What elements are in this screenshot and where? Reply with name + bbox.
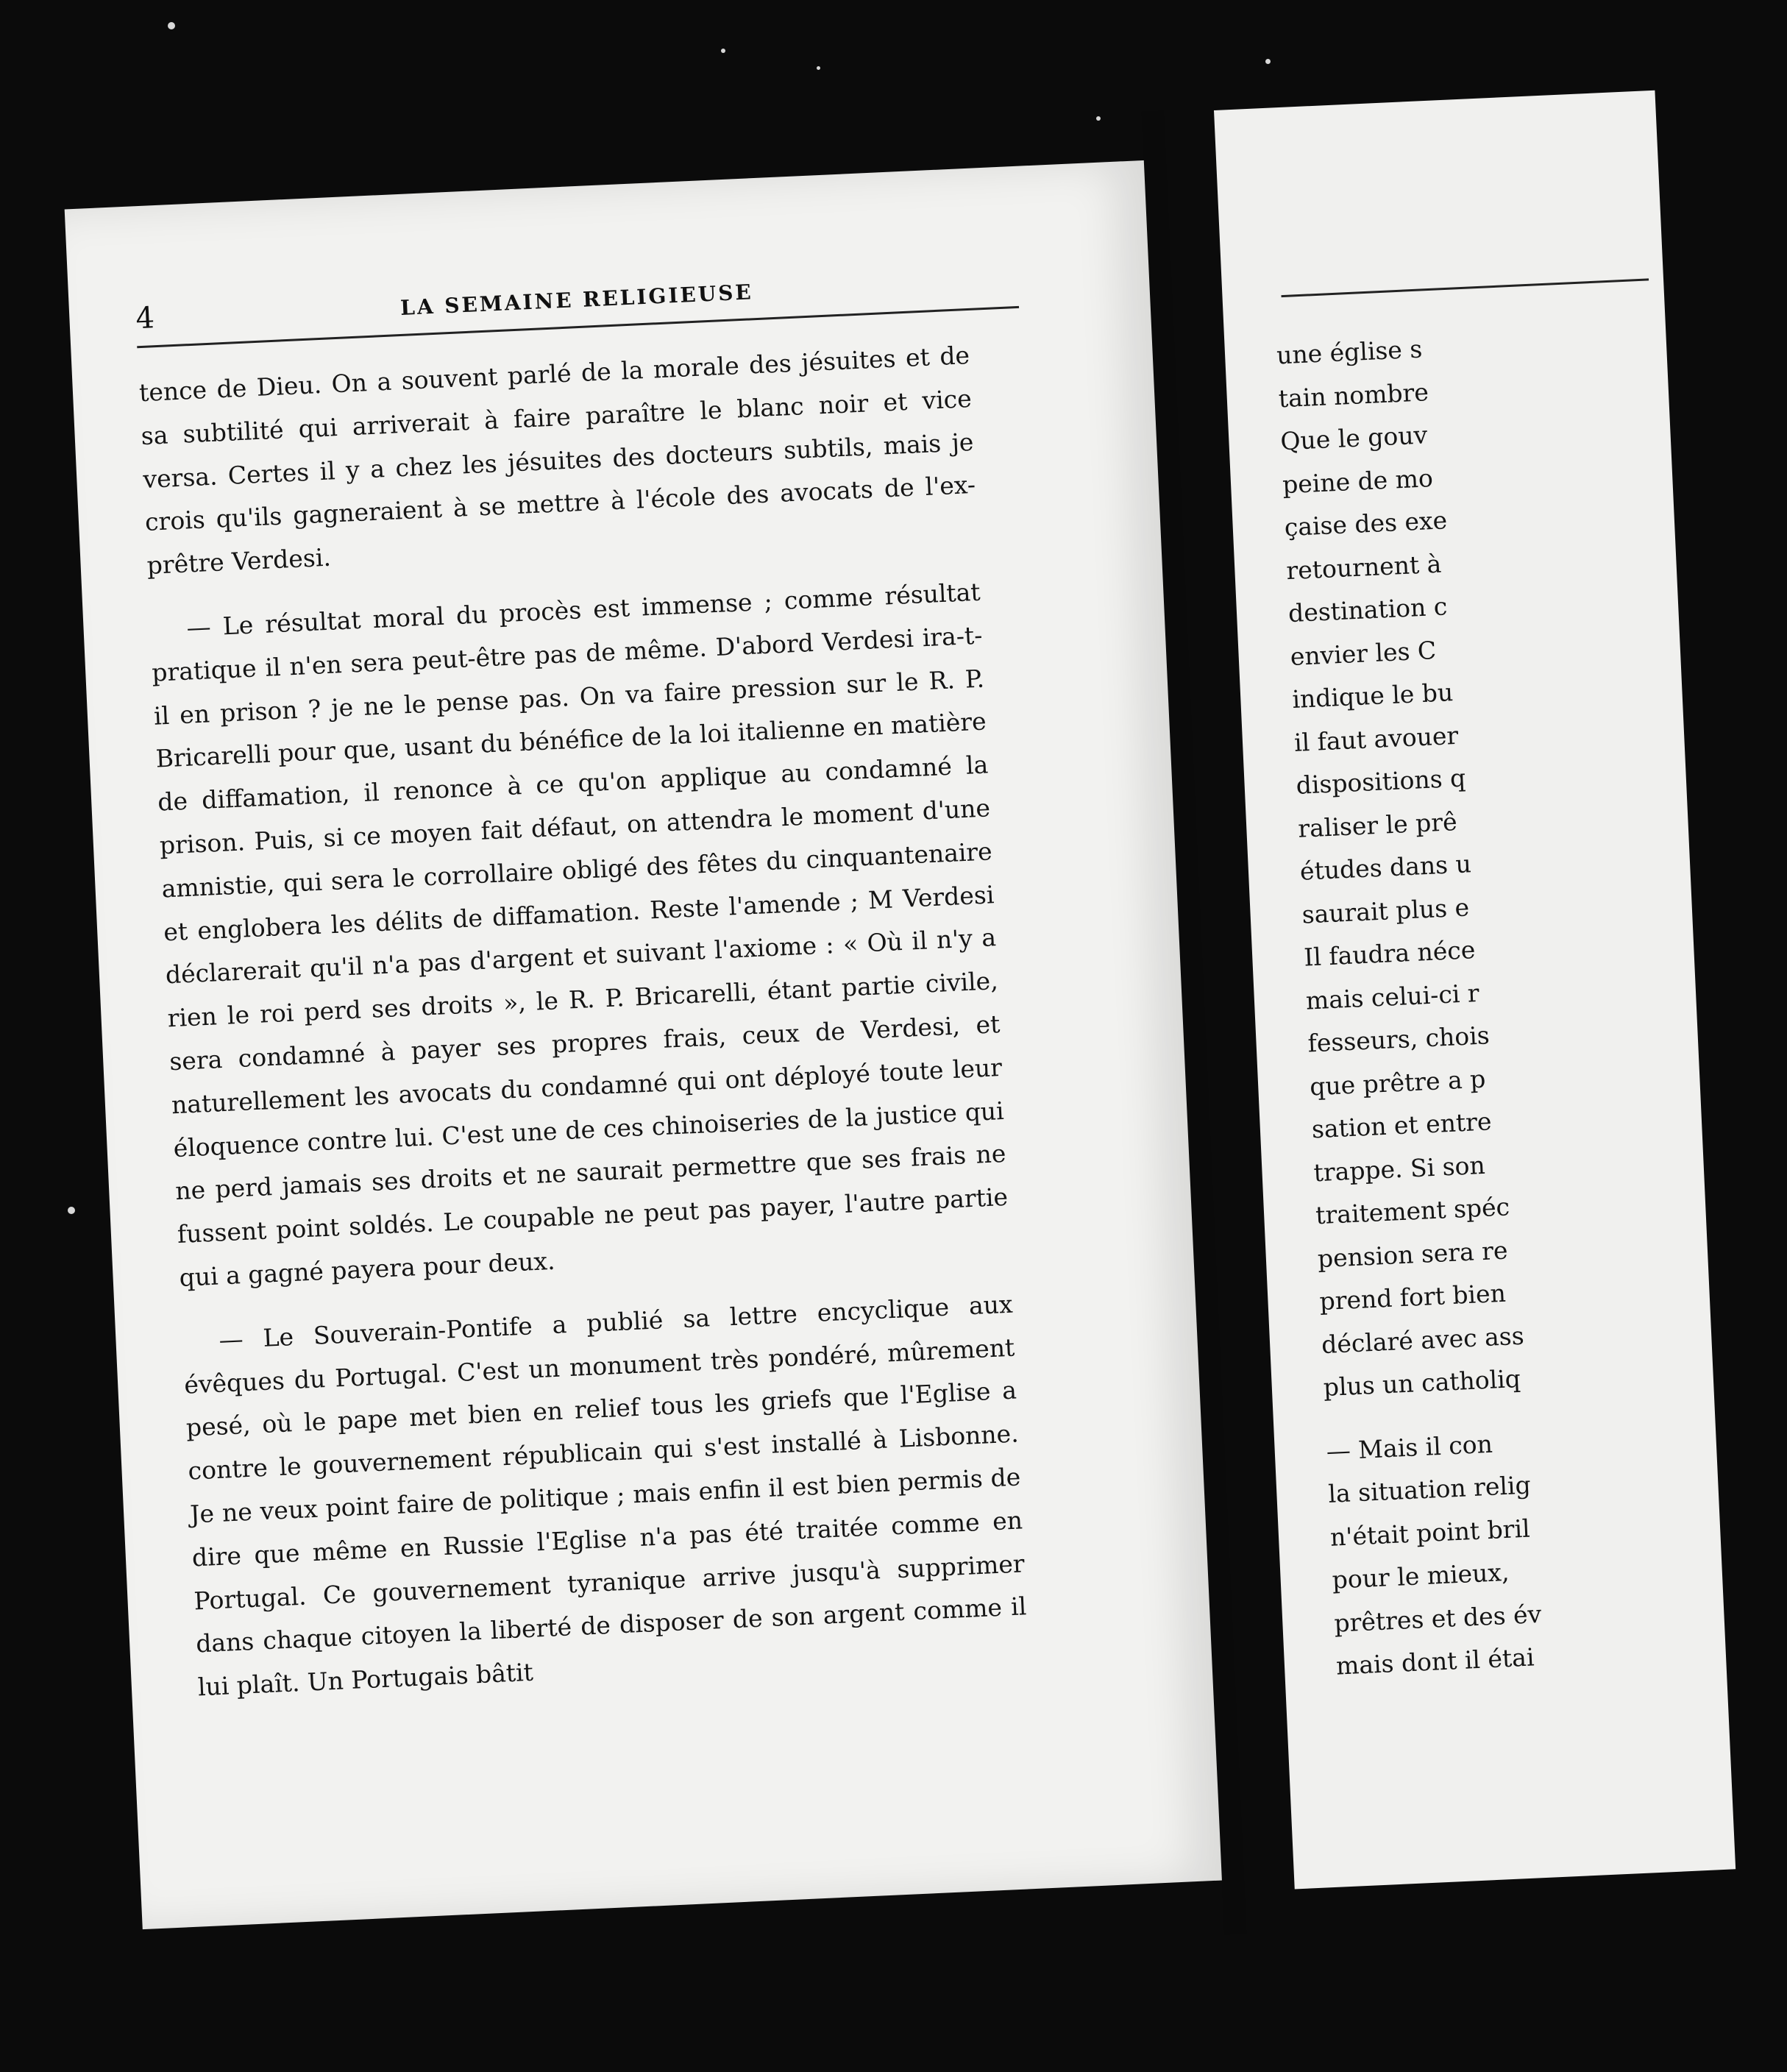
- text-line: déclaré avec ass: [1321, 1321, 1525, 1359]
- left-page: [65, 160, 1223, 1929]
- page-number: 4: [135, 301, 156, 336]
- dust-speck: [1096, 116, 1101, 121]
- text-line: plus un catholiq: [1322, 1363, 1521, 1402]
- text-line: n'était point bril: [1329, 1514, 1531, 1552]
- text-line: une église s: [1276, 334, 1424, 370]
- text-line: dispositions q: [1295, 763, 1466, 800]
- text-line: mais dont il étai: [1335, 1642, 1535, 1681]
- text-line: il faut avouer: [1293, 720, 1459, 757]
- paragraph: — Le Souverain-Pontife a publié sa lettre encyclique aux évêques du Portugal. C'est un monument très pondéré, mûrement pesé, où le pape met bien en relief tous les griefs que l'Eglise a contre le gouvernement républicain qui s'est installé à Lisbonne. Je ne veux point faire de politique ; mais enfin il est bien permis de dire que même en Russie l'Eglise n'a pas été traitée comme en Portugal. Ce gouvernement tyranique arrive jusqu'à supprimer dans chaque citoyen la liberté de disposer de son argent comme il lui plaît. Un Portugais bâtit: [183, 1289, 1028, 1702]
- page-header: [135, 262, 1019, 348]
- text-line: que prêtre a p: [1309, 1064, 1487, 1101]
- text-line: tain nombre: [1277, 377, 1429, 413]
- paragraph: — Le résultat moral du procès est immense ; comme résultat pratique il n'en sera peut-être pas de même. D'abord Verdesi ira-t-il en prison ? je ne le pense pas. On va faire pression sur le R. P. Bricarelli pour que, usant du bénéfice de la loi italienne en matière de diffamation, il renonce à ce qu'on applique au condamné la prison. Puis, si ce moyen fait défaut, on attendra le moment d'une amnistie, qui sera le corrollaire obligé des fêtes du cinquantenaire et englobera les délits de diffamation. Reste l'amende ; M Verdesi déclarerait qu'il n'a pas d'argent et suivant l'axiome : « Où il n'y a rien le roi perd ses droits », le R. P. Bricarelli, étant partie civile, sera condamné à payer ses propres frais, ceux de Verdesi, et naturellement les avocats du condamné qui ont déployé toute leur éloquence contre lui. C'est une de ces chinoiseries de la justice qui ne perd jamais ses droits et ne saurait permettre que ses frais ne fussent point soldés. Le coupable ne peut pas payer, l'autre partie qui a gagné payera pour deux.: [151, 577, 1009, 1292]
- dust-speck: [817, 66, 820, 70]
- text-line: prêtres et des év: [1333, 1599, 1542, 1638]
- paragraph: tence de Dieu. On a souvent parlé de la morale des jésuites et de sa subtilité qui arriverait à faire paraître le blanc noir et vice versa. Certes il y a chez les jésuites des docteurs subtils, mais je crois qu'ils gagneraient à se mettre à l'école des avocats de l'ex-prêtre Verdesi.: [138, 340, 976, 581]
- text-line: prend fort bien: [1318, 1278, 1507, 1316]
- text-line: retournent à: [1285, 549, 1443, 585]
- dust-speck: [721, 49, 725, 53]
- dust-speck: [168, 22, 175, 29]
- body-text: [138, 334, 1031, 1730]
- text-line: pension sera re: [1317, 1235, 1509, 1273]
- text-line: envier les C: [1289, 635, 1437, 671]
- text-line: la situation relig: [1327, 1470, 1532, 1508]
- text-line: sation et entre: [1311, 1107, 1493, 1144]
- right-page: [1214, 91, 1736, 1890]
- text-line: Que le gouv: [1279, 420, 1428, 456]
- text-line: peine de mo: [1282, 463, 1434, 499]
- text-line: études dans u: [1299, 849, 1472, 886]
- text-line: pour le mieux,: [1331, 1557, 1510, 1594]
- text-line: indique le bu: [1291, 678, 1454, 714]
- dust-speck: [68, 1207, 75, 1214]
- text-line: traitement spéc: [1315, 1192, 1510, 1230]
- text-line: saurait plus e: [1301, 892, 1470, 929]
- text-line: çaise des exe: [1283, 505, 1448, 542]
- text-line: — Mais il con: [1325, 1429, 1493, 1466]
- text-line: Il faudra néce: [1303, 935, 1477, 972]
- running-title: LA SEMAINE RELIGIEUSE: [399, 280, 754, 320]
- header-rule: [1281, 278, 1649, 297]
- text-line: mais celui-ci r: [1305, 978, 1480, 1015]
- text-line: fesseurs, chois: [1307, 1021, 1491, 1058]
- text-line: destination c: [1287, 592, 1449, 628]
- text-line: raliser le prê: [1297, 806, 1458, 843]
- dust-speck: [1265, 59, 1271, 64]
- right-page-text: [1276, 314, 1778, 1688]
- text-line: trappe. Si son: [1312, 1150, 1486, 1187]
